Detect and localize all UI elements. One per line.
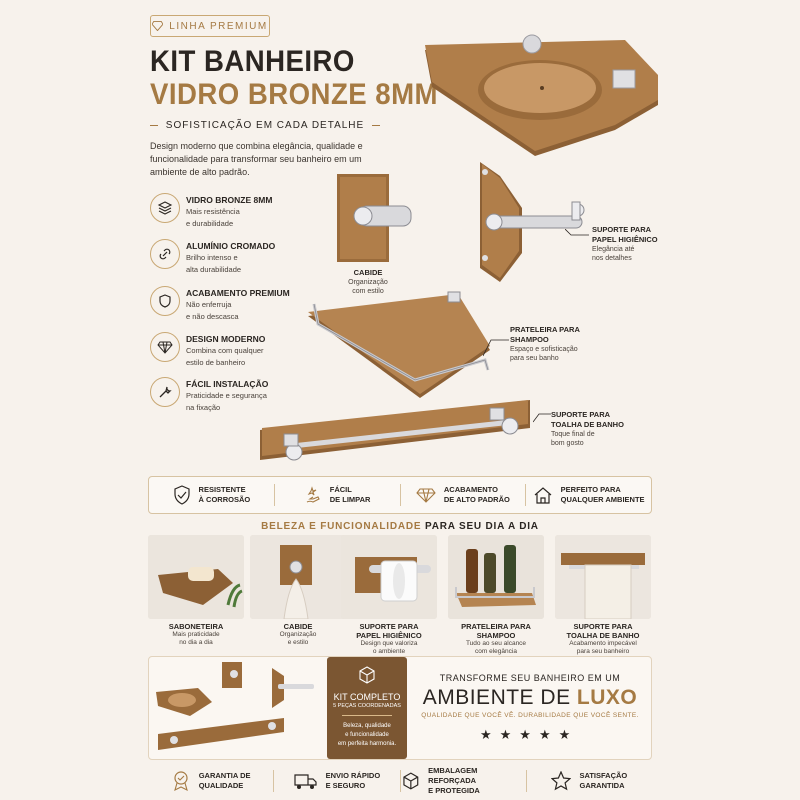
gallery-title: CABIDE — [283, 622, 313, 631]
gallery-title: SABONETEIRA — [168, 622, 224, 631]
product-title: CABIDE — [353, 268, 383, 277]
gallery-title: PAPEL HIGIÊNICO — [356, 631, 422, 640]
feature-title: ACABAMENTO PREMIUM — [186, 288, 290, 298]
star-icon — [551, 771, 571, 791]
connector-line — [565, 229, 589, 237]
kit-composition-image — [152, 660, 324, 756]
benefits-strip — [148, 476, 652, 514]
footer-label: ENVIO RÁPIDO — [325, 771, 381, 780]
product-desc: Toque final de — [551, 431, 595, 438]
connector-line — [533, 412, 551, 424]
feature-title: ALUMÍNIO CROMADO — [186, 241, 276, 251]
benefit-label: FÁCIL — [329, 485, 352, 494]
truck-icon — [294, 772, 318, 790]
footer-label: EMBALAGEM REFORÇADA — [428, 766, 478, 785]
premium-badge — [150, 15, 270, 37]
feature-item — [150, 193, 300, 233]
footer-item — [527, 771, 652, 791]
gallery-desc: Mais praticidade — [172, 631, 220, 638]
hook-image — [335, 172, 415, 267]
intro-text: Design moderno que combina elegância, qualidade e funcionalidade para transformar seu banheiro em um ambiente de alto padrão. — [150, 141, 363, 177]
gallery-desc: com elegância — [475, 648, 517, 655]
divider — [342, 715, 392, 716]
feature-desc: alta durabilidade — [186, 265, 242, 274]
box-icon — [401, 771, 421, 791]
gallery-desc: para seu banheiro — [576, 648, 630, 655]
footer-label: E PROTEGIDA — [428, 786, 480, 795]
section-title-rest: PARA SEU DIA A DIA — [421, 521, 539, 532]
gallery-desc: Design que valoriza — [360, 640, 418, 647]
toalha-caption — [551, 410, 641, 448]
promo-headline-b: LUXO — [576, 686, 638, 709]
benefit-item — [401, 477, 526, 513]
product-title: SUPORTE PARA — [592, 225, 652, 234]
link-icon — [150, 239, 180, 269]
box-icon — [357, 665, 377, 685]
gallery-photo-hook — [250, 535, 346, 619]
gallery-photo-towel-bar — [555, 535, 651, 619]
gallery-title: SUPORTE PARA — [359, 622, 419, 631]
feature-desc: estilo de banheiro — [186, 358, 246, 367]
gallery-title: SUPORTE PARA — [573, 622, 633, 631]
diamond-icon — [152, 21, 163, 31]
product-desc: Organização — [348, 279, 388, 286]
footer-label: QUALIDADE — [198, 781, 244, 790]
benefit-item — [149, 477, 274, 513]
feature-desc: e não descasca — [186, 312, 239, 321]
kit-subtitle: 5 PEÇAS COORDENADAS — [333, 703, 401, 709]
page-subtitle: VIDRO BRONZE 8MM — [150, 78, 438, 111]
kit-desc: Beleza, qualidade — [343, 723, 391, 729]
kit-badge — [327, 657, 407, 759]
product-title: PAPEL HIGIÊNICO — [592, 235, 658, 244]
gallery-title: TOALHA DE BANHO — [566, 631, 640, 640]
premium-badge-label: LINHA PREMIUM — [169, 20, 268, 32]
diamond-icon — [150, 332, 180, 362]
promo-headline-a: AMBIENTE DE — [422, 686, 577, 709]
gallery-photo-soap-dish — [148, 535, 244, 619]
product-desc: com estilo — [352, 288, 384, 295]
tagline — [150, 120, 380, 131]
tagline-text: SOFISTICAÇÃO EM CADA DETALHE — [165, 120, 365, 131]
feature-desc: Mais resistência — [186, 207, 240, 216]
diamond-icon — [416, 487, 436, 503]
page-title: KIT BANHEIRO — [150, 45, 355, 78]
benefit-label: QUALQUER AMBIENTE — [560, 495, 645, 504]
gallery-desc: e estilo — [287, 639, 309, 646]
footer-item — [401, 766, 526, 796]
feature-desc: Combina com qualquer — [186, 346, 264, 355]
gallery-desc: no dia a dia — [179, 639, 213, 646]
feature-title: FÁCIL INSTALAÇÃO — [186, 379, 269, 389]
footer-label: GARANTIA DE — [198, 771, 251, 780]
gallery-caption — [341, 622, 437, 656]
feature-title: DESIGN MODERNO — [186, 334, 266, 344]
shampoo-shelf-image — [300, 290, 500, 402]
section-title — [148, 521, 652, 532]
feature-item — [150, 332, 300, 372]
footer-item — [148, 770, 273, 792]
gallery-caption — [555, 622, 651, 656]
feature-desc: Brilho intenso e — [186, 253, 238, 262]
towel-bar-image — [258, 398, 533, 470]
gallery-desc: o ambiente — [372, 648, 406, 655]
gallery-desc: Acabamento impecável — [569, 640, 637, 647]
product-desc: nos detalhes — [592, 255, 632, 262]
feature-desc: Não enferruja — [186, 300, 232, 309]
shield-check-icon — [173, 485, 191, 505]
feature-desc: e durabilidade — [186, 219, 234, 228]
footer-label: E SEGURO — [325, 781, 366, 790]
gallery-photo-shampoo-shelf — [448, 535, 544, 619]
product-desc: Elegância até — [592, 246, 635, 253]
feature-desc: Praticidade e segurança — [186, 391, 267, 400]
benefit-label: PERFEITO PARA — [560, 485, 621, 494]
papel-caption — [592, 225, 672, 263]
shield-icon — [150, 286, 180, 316]
layers-icon — [150, 193, 180, 223]
benefit-label: DE LIMPAR — [329, 495, 371, 504]
rating-stars: ★★★★★ — [480, 727, 579, 742]
promo-line3: QUALIDADE QUE VOCÊ VÊ. DURABILIDADE QUE VOCÊ SENTE. — [421, 712, 639, 719]
footer-strip — [148, 766, 652, 796]
product-desc: bom gosto — [551, 440, 584, 447]
gallery-caption — [448, 622, 544, 656]
benefit-label: ACABAMENTO — [443, 485, 498, 494]
product-desc: Espaço e sofisticação — [510, 346, 578, 353]
house-icon — [533, 486, 553, 504]
product-desc: para seu banho — [510, 355, 559, 362]
footer-item — [274, 771, 399, 791]
gallery-caption — [250, 622, 346, 647]
benefit-item — [526, 477, 651, 513]
benefit-label: RESISTENTE — [198, 485, 246, 494]
clean-hand-icon — [304, 485, 322, 505]
promo-headline — [412, 686, 648, 710]
kit-desc: e funcionalidade — [345, 732, 389, 738]
gallery-title: SHAMPOO — [476, 631, 516, 640]
feature-title: VIDRO BRONZE 8MM — [186, 195, 273, 205]
benefit-label: DE ALTO PADRÃO — [443, 495, 510, 504]
divider — [150, 125, 158, 126]
product-title: SUPORTE PARA — [551, 410, 611, 419]
gallery-desc: Tudo ao seu alcance — [465, 640, 527, 647]
benefit-label: À CORROSÃO — [198, 495, 251, 504]
section-title-highlight: BELEZA E FUNCIONALIDADE — [261, 521, 422, 532]
feature-item — [150, 286, 300, 326]
promo-line1: TRANSFORME SEU BANHEIRO EM UM — [439, 673, 621, 683]
product-title: PRATELEIRA PARA — [510, 325, 580, 334]
gallery-photo-paper-holder — [341, 535, 437, 619]
gallery-title: PRATELEIRA PARA — [461, 622, 531, 631]
benefit-item — [275, 477, 400, 513]
product-title: SHAMPOO — [510, 335, 549, 344]
product-title: TOALHA DE BANHO — [551, 420, 624, 429]
gallery-desc: Organização — [279, 631, 317, 638]
footer-label: GARANTIDA — [579, 781, 625, 790]
kit-title: KIT COMPLETO — [333, 692, 401, 702]
prateleira-caption — [510, 325, 610, 363]
gallery-caption — [148, 622, 244, 647]
sink-corner-shelf-image — [420, 30, 670, 160]
medal-icon — [171, 770, 191, 792]
connector-line — [483, 338, 509, 358]
divider — [372, 125, 380, 126]
feature-item — [150, 239, 300, 279]
wrench-icon — [150, 377, 180, 407]
feature-desc: na fixação — [186, 403, 221, 412]
footer-label: SATISFAÇÃO — [579, 771, 628, 780]
toilet-paper-holder-image — [470, 158, 600, 286]
kit-desc: em perfeita harmonia. — [337, 741, 397, 747]
